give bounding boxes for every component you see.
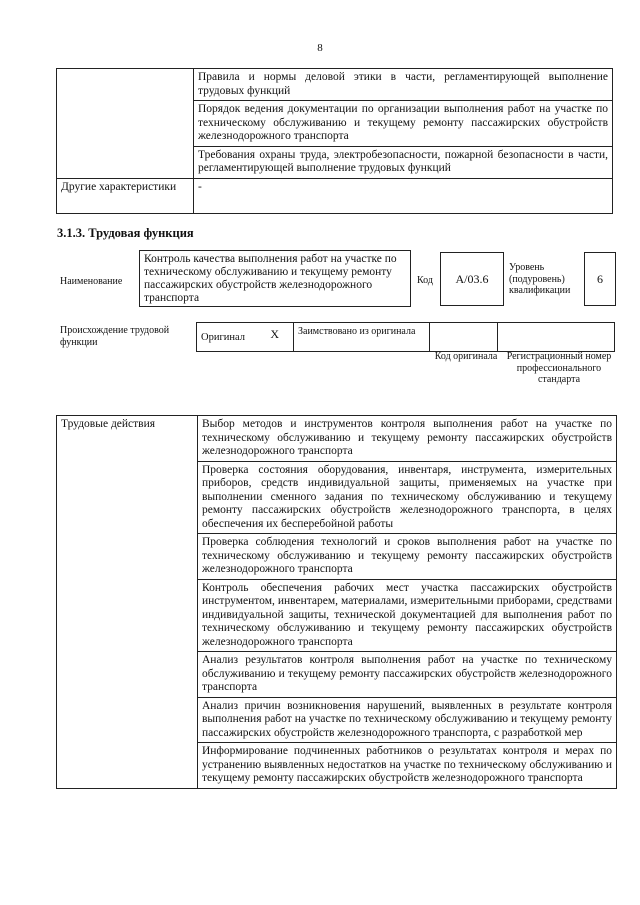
section-title: 3.1.3. Трудовая функция xyxy=(57,226,194,240)
labor-actions-table xyxy=(56,415,617,789)
knowledge-table xyxy=(56,68,613,214)
row-text: - xyxy=(194,178,613,213)
origin-label: Происхождение трудовой функции xyxy=(60,325,170,348)
original-label: Оригинал xyxy=(197,323,257,352)
labor-action-item: Анализ причин возникновения нарушений, выявленных в результате контроля выполнения работ на участке по техническому обслуживанию и текущему ремонту пассажирских обустройств железнодорожного транспорта, с разработкой мер xyxy=(198,697,617,743)
labor-actions-label: Трудовые действия xyxy=(57,416,198,789)
function-name-box xyxy=(139,250,411,307)
function-name: Контроль качества выполнения работ на участке по техническому обслуживанию и текущему ремонту пассажирских обустройств железнодорожного транспорта xyxy=(144,253,397,304)
table-row xyxy=(57,69,613,101)
level-value: 6 xyxy=(597,272,603,286)
code-caption: Код оригинала xyxy=(434,351,498,362)
table-row xyxy=(197,323,615,352)
row-label: Другие характеристики xyxy=(57,178,194,213)
page-number: 8 xyxy=(317,42,323,54)
original-mark: X xyxy=(257,323,294,352)
row-label xyxy=(57,69,194,179)
table-row xyxy=(57,416,617,462)
labor-action-item: Информирование подчиненных работников о результатах контроля и мерах по устранению выявленных недостатков на участке по техническому обслуживанию и текущему ремонту пассажирских обустройств железнодорожного транспорта xyxy=(198,743,617,789)
row-text: Правила и нормы деловой этики в части, регламентирующей выполнение трудовых функций xyxy=(194,69,613,101)
row-text: Порядок ведения документации по организации выполнения работ на участке по техническому обслуживанию и текущему ремонту пассажирских обустройств железнодорожного транспорта xyxy=(194,101,613,147)
reg-number-cell xyxy=(498,323,615,352)
borrowed-label: Заимствовано из оригинала xyxy=(294,323,430,352)
code-label: Код xyxy=(417,275,433,286)
reg-caption: Регистрационный номер профессионального стандарта xyxy=(506,351,612,385)
code-value: А/03.6 xyxy=(455,272,489,286)
name-label: Наименование xyxy=(60,276,123,287)
labor-action-item: Проверка состояния оборудования, инвентаря, инструмента, измерительных приборов, средств индивидуальной защиты, применяемых на участке при выполнении сменного задания по техническому обслуживанию и текущему ремонту пассажирских обустройств железнодорожного транспорта, в целях обеспечения их бесперебойной работы xyxy=(198,461,617,534)
origin-code-cell xyxy=(430,323,498,352)
labor-action-item: Проверка соблюдения технологий и сроков выполнения работ на участке по техническому обслуживанию и текущему ремонту пассажирских обустройств железнодорожного транспорта xyxy=(198,534,617,580)
code-box xyxy=(440,252,504,306)
table-row xyxy=(57,178,613,213)
origin-table xyxy=(196,322,615,352)
labor-action-item: Контроль обеспечения рабочих мест участка пассажирских обустройств инструментом, инвентарем, материалами, измерительными приборами, средствами индивидуальной защиты, технической документацией для выполнения работ по техническому обслуживанию и текущему ремонту пассажирских обустройств железнодорожного транспорта xyxy=(198,579,617,652)
row-text: Требования охраны труда, электробезопасности, пожарной безопасности в части, регламентирующей выполнение трудовых функций xyxy=(194,146,613,178)
level-label: Уровень (подуровень) квалификации xyxy=(509,262,571,296)
level-box xyxy=(584,252,616,306)
labor-action-item: Выбор методов и инструментов контроля выполнения работ на участке по техническому обслуживанию и текущему ремонту пассажирских обустройств железнодорожного транспорта xyxy=(198,416,617,462)
labor-action-item: Анализ результатов контроля выполнения работ на участке по техническому обслуживанию и текущему ремонту пассажирских обустройств железнодорожного транспорта xyxy=(198,652,617,698)
